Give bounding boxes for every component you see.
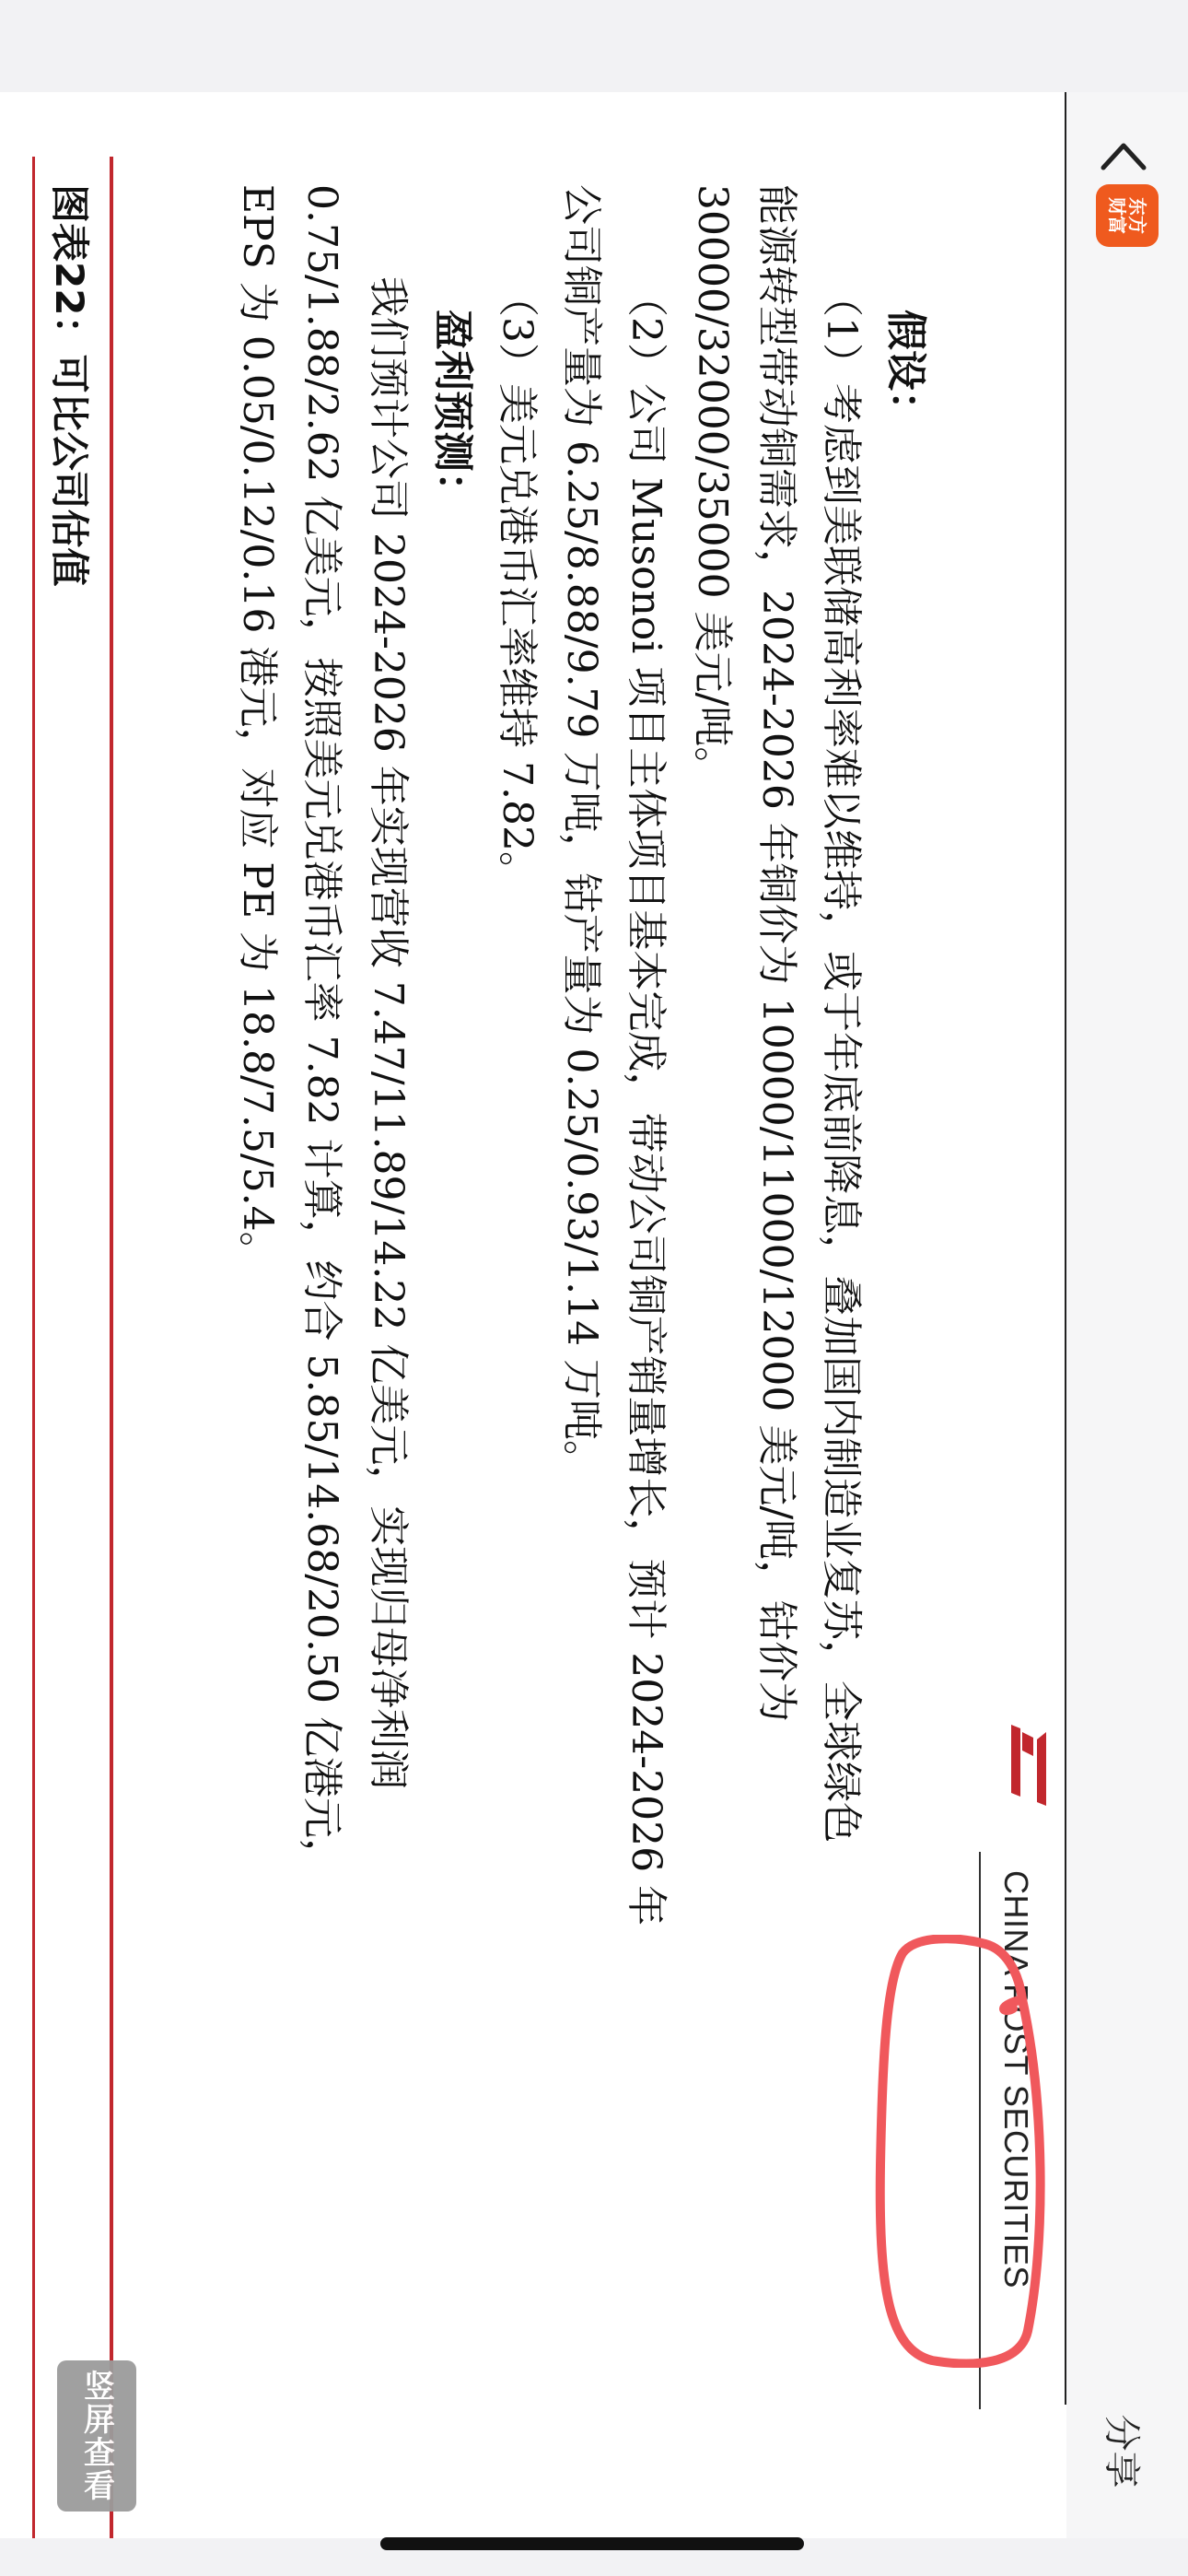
caption-bottom-rule bbox=[32, 157, 35, 2538]
home-indicator[interactable] bbox=[380, 2537, 804, 2550]
portrait-view-label: 竖屏查看 bbox=[77, 2370, 115, 2502]
brand-name: CHINA POST SECURITIES bbox=[997, 1870, 1035, 2289]
side-toolbar bbox=[1066, 92, 1188, 2538]
china-post-logo-icon bbox=[1009, 1723, 1048, 1806]
document-viewer bbox=[0, 92, 1066, 2538]
forecast-line1: 我们预计公司 2024-2026 年实现营收 7.47/11.89/14.22 亿美元，实现归母净利润 bbox=[365, 276, 412, 1790]
assumption-2-line1: （2）公司 Musonoi 项目主体项目基本完成，带动公司铜产销量增长，预计 2024-2026 年 bbox=[623, 276, 670, 1926]
caption-top-rule bbox=[110, 157, 113, 2538]
chevron-left-icon[interactable] bbox=[1096, 129, 1151, 184]
report-page bbox=[0, 92, 1066, 2538]
figure-caption: 图表22：可比公司估值 bbox=[47, 184, 92, 587]
share-label: 分享 bbox=[1100, 2414, 1143, 2488]
forecast-title: 盈利预测： bbox=[429, 310, 476, 512]
forecast-line3: EPS 为 0.05/0.12/0.16 港元，对应 PE 为 18.8/7.5/5.4。 bbox=[234, 184, 281, 1272]
red-circle-annotation-icon bbox=[875, 1935, 1050, 2368]
assumption-1-line3: 30000/32000/35000 美元/吨。 bbox=[689, 184, 736, 788]
app-logo-text: 东方财富 bbox=[1106, 197, 1148, 234]
portrait-view-button[interactable] bbox=[57, 2360, 136, 2512]
status-bar bbox=[0, 0, 1188, 92]
assumption-1-line1: （1）考虑到美联储高利率难以维持，或于年底前降息，叠加国内制造业复苏，全球绿色 bbox=[818, 276, 865, 1843]
assumption-2-line2: 公司铜产量为 6.25/8.88/9.79 万吨，钴产量为 0.25/0.93/1.14 万吨。 bbox=[558, 184, 605, 1481]
assumption-1-line2: 能源转型带动铜需求，2024-2026 年铜价为 10000/11000/12000 美元/吨，钴价为 bbox=[753, 184, 800, 1723]
assumptions-title: 假设： bbox=[882, 310, 929, 431]
app-logo bbox=[1096, 184, 1159, 247]
forecast-line2: 0.75/1.88/2.62 亿美元，按照美元兑港币汇率 7.82 计算，约合 5.85/14.68/20.50 亿港元， bbox=[298, 184, 345, 1879]
assumption-3: （3）美元兑港币汇率维持 7.82。 bbox=[494, 276, 541, 892]
